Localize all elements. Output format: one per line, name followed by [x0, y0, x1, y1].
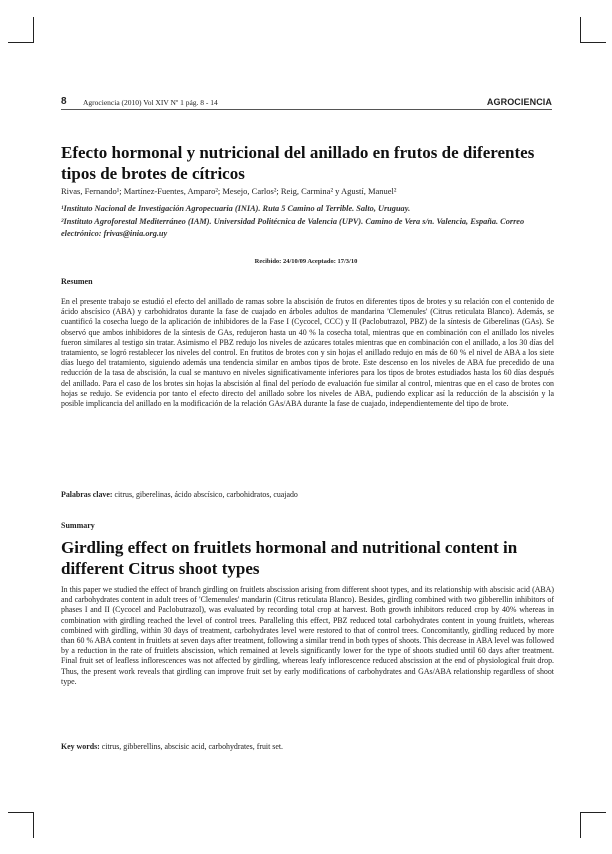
keywords-es-text: citrus, giberelinas, ácido abscísico, carbohidratos, cuajado	[114, 490, 298, 499]
affiliation-1: ¹Instituto Nacional de Investigación Agropecuaria (INIA). Ruta 5 Camino al Terrible. Salto, Uruguay.	[61, 204, 411, 213]
received-accepted-dates: Recibido: 24/10/09 Aceptado: 17/3/10	[254, 258, 358, 265]
journal-brand: AGROCIENCIA	[486, 97, 552, 107]
article-title-es: Efecto hormonal y nutricional del anillado en frutos de diferentes tipos de brotes de cítricos	[61, 143, 535, 183]
affiliation-2: ²Instituto Agroforestal Mediterráneo (IAM). Universidad Politécnica de Valencia (UPV). Camino de Vera s/n. Valencia, España. Correo electrónico: frivas@inia.org.uy	[61, 217, 525, 238]
summary-heading: Summary	[61, 521, 95, 530]
crop-mark-bottom-left-v	[33, 812, 34, 838]
running-header	[61, 96, 552, 110]
keywords-en-label: Key words:	[61, 742, 100, 751]
crop-mark-top-left-v	[33, 17, 34, 43]
resumen-heading: Resumen	[61, 277, 93, 286]
summary-text: In this paper we studied the effect of branch girdling on fruitlets abscission arising from different shoot types, and its relationship with abscisic acid (ABA) and carbohydrates content in adult trees of 'Clemenules' mandarin (Citrus reticulata Blanco). Besides, girdling combined with two gibberellin inhibitors of phases I and II (Cycocel and Paclobutrazol), was evaluated by recording total crop at harvest. Both growth inhibitors reduced crop by 40% whereas in combination with girdling reached the level of control trees. Paralleling this effect, PBZ reduced total carbohydrates content in young fruitlets, whereas combined with girdling, within 30 days of treatment, carbohydrates level were restored to that of control trees. Concomitantly, girdling reduced by more than 60 % ABA content in fruitlets at seven days after treatment, following a similar trend in both types of shoots. This decrease in ABA level was followed by a reduction in the rate of fruitlets abscission, which remained at levels significantly lower for the type of shoots studied until 60 days after treatment. Final fruit set of leafless inflorescences was not affected by girdling, whereas leafy inflorescence reduced abscission at the end of physiological fruit drop. Thus, the present work reveals that girdling can improve fruit set by early modifications of carbohydrates and GAs/ABA relationship regardless of shoot type.	[61, 585, 554, 686]
crop-mark-top-right-v	[580, 17, 581, 43]
header-rule	[61, 109, 552, 110]
keywords-es	[61, 490, 554, 499]
journal-reference: Agrociencia (2010) Vol XIV Nº 1 pág. 8 - 14	[83, 98, 218, 107]
page-number: 8	[61, 96, 67, 107]
keywords-es-label: Palabras clave:	[61, 490, 113, 499]
crop-mark-bottom-right-v	[580, 812, 581, 838]
crop-mark-top-left-h	[8, 42, 34, 43]
crop-mark-bottom-left-h	[8, 812, 34, 813]
article-title-en: Girdling effect on fruitlets hormonal and nutritional content in different Citrus shoot types	[61, 538, 518, 578]
crop-mark-bottom-right-h	[580, 812, 606, 813]
crop-mark-top-right-h	[580, 42, 606, 43]
resumen-text: En el presente trabajo se estudió el efecto del anillado de ramas sobre la abscisión de frutos en diferentes tipos de brotes y su relación con el contenido de ácido abscísico (ABA) y carbohidratos durante la fase de cuajado en árboles adultos de mandarina 'Clemenules' (Citrus reticulata Blanco). Además, se cuantificó la cosecha luego de la aplicación de inhibidores de la Fase I (Cycocel, CCC) y II (Paclobutrazol, PBZ) de la síntesis de Giberelinas (GAs). Se observó que ambos inhibidores de la síntesis de GAs, redujeron hasta un 40 % la cosecha total, mientras que en combinación con el anillado los niveles fueron similares al testigo sin tratar. Asimismo el PBZ redujo los niveles de azúcares totales mientras que en combinación con el anillado, a los 30 días del tratamiento, se logró restablecer los niveles del control. En frutitos de brotes con y sin hojas el anillado redujo en más de 60 % el nivel de ABA a los siete días luego del tratamiento, siguiendo además una tendencia similar en ambos tipos de brote. Este descenso en los niveles de ABA fue precedido de una reducción de la tasa de abscisión, la cual se mantuvo en niveles significativamente inferiores para los tipos de brotes estudiados hasta los 60 días después del anillado. Para el caso de los brotes sin hojas la abscisión al final del período de evaluación fue similar al control, mientras que en el caso de brotes con hojas se redujo. Se evidencia por tanto el efecto directo del anillado sobre los niveles de ABA, pudiendo explicar así la reducción de la abscisión y la posible implicancia del anillado en la modificación de la relación GAs/ABA durante la fase de cuajado, independientemente del tipo de brote.	[61, 297, 554, 409]
keywords-en	[61, 742, 554, 751]
keywords-en-text: citrus, gibberellins, abscisic acid, carbohydrates, fruit set.	[101, 742, 283, 751]
author-list: Rivas, Fernando¹; Martínez-Fuentes, Amparo²; Mesejo, Carlos²; Reig, Carmina² y Agustí, Manuel²	[61, 186, 397, 196]
